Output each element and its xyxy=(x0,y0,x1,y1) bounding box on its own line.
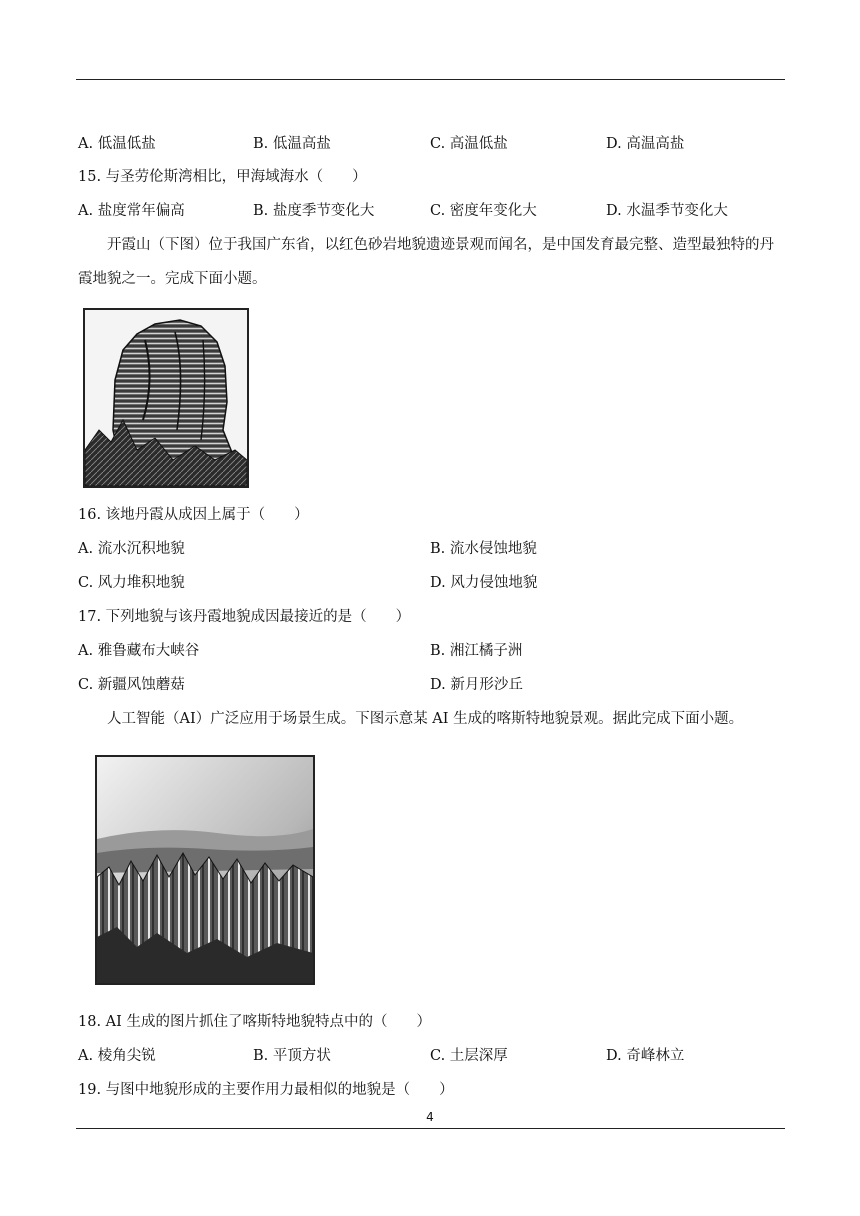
q17-stem: 17. 下列地貌与该丹霞地貌成因最接近的是（ ） xyxy=(78,609,411,625)
q17-option-b[interactable]: B. 湘江橘子洲 xyxy=(430,643,523,659)
karst-landscape-illustration xyxy=(97,757,313,983)
danxia-rock-figure xyxy=(83,308,249,488)
q15-option-a[interactable]: A. 盐度常年偏高 xyxy=(78,203,185,219)
q14-option-b[interactable]: B. 低温高盐 xyxy=(253,136,331,152)
q16-option-b[interactable]: B. 流水侵蚀地貌 xyxy=(430,541,537,557)
q14-option-c[interactable]: C. 高温低盐 xyxy=(430,136,508,152)
footer-rule xyxy=(76,1128,785,1129)
q14-option-a[interactable]: A. 低温低盐 xyxy=(78,136,156,152)
q14-option-d[interactable]: D. 高温高盐 xyxy=(606,136,685,152)
q15-option-c[interactable]: C. 密度年变化大 xyxy=(430,203,537,219)
page-number: 4 xyxy=(426,1110,434,1124)
q17-option-a[interactable]: A. 雅鲁藏布大峡谷 xyxy=(78,643,200,659)
q18-option-a[interactable]: A. 棱角尖锐 xyxy=(78,1048,156,1064)
q15-option-d[interactable]: D. 水温季节变化大 xyxy=(606,203,728,219)
intro-kaixia-paragraph: 开霞山（下图）位于我国广东省，以红色砂岩地貌遗迹景观而闻名，是中国发育最完整、造型最独特的丹霞地貌之一。完成下面小题。 xyxy=(78,237,774,287)
q16-stem: 16. 该地丹霞从成因上属于（ ） xyxy=(78,507,309,523)
danxia-rock-illustration xyxy=(85,310,247,486)
q17-option-d[interactable]: D. 新月形沙丘 xyxy=(430,677,523,693)
q15-stem: 15. 与圣劳伦斯湾相比，甲海域海水（ ） xyxy=(78,169,367,185)
q19-stem: 19. 与图中地貌形成的主要作用力最相似的地貌是（ ） xyxy=(78,1082,454,1098)
q16-option-d[interactable]: D. 风力侵蚀地貌 xyxy=(430,575,538,591)
karst-landscape-figure xyxy=(95,755,315,985)
q18-option-c[interactable]: C. 土层深厚 xyxy=(430,1048,508,1064)
q18-option-b[interactable]: B. 平顶方状 xyxy=(253,1048,331,1064)
q16-option-a[interactable]: A. 流水沉积地貌 xyxy=(78,541,185,557)
q15-option-b[interactable]: B. 盐度季节变化大 xyxy=(253,203,375,219)
q16-option-c[interactable]: C. 风力堆积地貌 xyxy=(78,575,185,591)
q17-option-c[interactable]: C. 新疆风蚀蘑菇 xyxy=(78,677,185,693)
intro-ai-paragraph: 人工智能（AI）广泛应用于场景生成。下图示意某 AI 生成的喀斯特地貌景观。据此完成下面小题。 xyxy=(107,711,744,727)
header-rule xyxy=(76,79,785,80)
q18-stem: 18. AI 生成的图片抓住了喀斯特地貌特点中的（ ） xyxy=(78,1014,431,1030)
q18-option-d[interactable]: D. 奇峰林立 xyxy=(606,1048,685,1064)
